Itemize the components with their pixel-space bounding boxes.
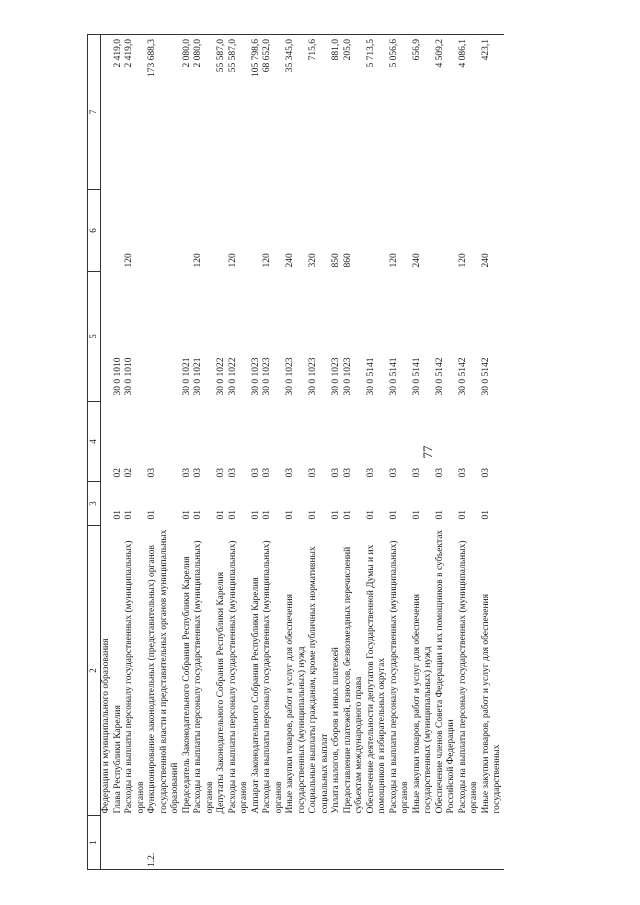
row-target-article: 30 0 1022: [216, 357, 226, 396]
row-expense-type: 850: [331, 253, 341, 268]
row-target-article: 30 0 1022: [227, 357, 238, 396]
row-number: [308, 816, 331, 870]
row-name: Уплата налогов, сборов и иных платежей: [331, 647, 341, 814]
row-subsection: 03: [434, 468, 445, 478]
header-col-6: 6: [88, 190, 101, 272]
row-expense-type: 240: [480, 253, 491, 268]
header-row: [88, 35, 101, 870]
row-amount: 2 419,0: [124, 35, 147, 190]
table-row: [389, 35, 412, 870]
row-expense-type: 860: [342, 253, 353, 268]
row-amount: 881,0: [331, 35, 343, 190]
row-subsection: 03: [331, 468, 341, 478]
row-number: [435, 816, 458, 870]
table-row: [412, 35, 435, 870]
table-row: [147, 35, 182, 870]
row-name: Глава Республики Карелия: [112, 705, 123, 814]
row-subsection: 03: [285, 468, 295, 478]
row-subsection: 03: [262, 468, 272, 478]
table-row: [458, 35, 481, 870]
row-expense-type: 120: [388, 253, 399, 268]
row-target-article: 30 0 1023: [285, 357, 295, 396]
row-amount: 423,1: [481, 35, 504, 190]
header-col-7: 7: [88, 35, 101, 190]
row-target-article: 30 0 1023: [308, 357, 318, 396]
row-number: 1.2.: [147, 816, 182, 870]
row-name: Расходы на выплаты персоналу государственных (муниципальных) органов: [124, 540, 146, 814]
row-name: Депутаты Законодательного Собрания Республики Карелия: [216, 572, 226, 814]
row-number: [113, 816, 125, 870]
row-section: [101, 482, 113, 526]
row-name: Предоставление платежей, взносов, безвозмездных перечислений субъектам международного права: [342, 546, 364, 814]
row-section: 01: [480, 510, 491, 520]
row-amount: 2 080,0: [182, 35, 194, 190]
row-amount: 55 587,0: [228, 35, 251, 190]
row-target-article: 30 0 1010: [112, 357, 123, 396]
row-name: Расходы на выплаты персоналу государственных (муниципальных) органов: [227, 540, 249, 814]
budget-table: [87, 34, 504, 870]
row-name: Функционирование законодательных (представительных) органов государственной власти и представительных органов муниципальных образований: [147, 529, 180, 814]
row-expense-type: [182, 190, 194, 272]
row-amount: [101, 35, 113, 190]
row-amount: 2 419,0: [113, 35, 125, 190]
header-col-3: 3: [88, 482, 101, 526]
table-row: [124, 35, 147, 870]
row-amount: 2 080,0: [193, 35, 216, 190]
row-amount: 715,6: [308, 35, 331, 190]
row-section: 01: [112, 510, 123, 520]
table-row: [251, 35, 263, 870]
row-section: 01: [250, 510, 261, 520]
row-subsection: 03: [193, 468, 203, 478]
row-section: 01: [216, 510, 226, 520]
table-row: [366, 35, 389, 870]
row-subsection: 03: [411, 468, 422, 478]
row-section: 01: [227, 510, 238, 520]
row-number: [366, 816, 389, 870]
row-subsection: [101, 402, 113, 482]
row-section: 01: [434, 510, 445, 520]
row-subsection: 03: [457, 468, 468, 478]
row-expense-type: [101, 190, 113, 272]
row-target-article: 30 0 1010: [124, 357, 134, 396]
row-number: [124, 816, 147, 870]
row-expense-type: [147, 190, 182, 272]
row-number: [343, 816, 366, 870]
row-section: 01: [193, 510, 203, 520]
row-number: [285, 816, 308, 870]
row-target-article: 30 0 5141: [411, 357, 422, 396]
row-subsection: 03: [227, 468, 238, 478]
row-name: Расходы на выплаты персоналу государственных (муниципальных) органов: [388, 540, 410, 814]
table-row: [182, 35, 194, 870]
row-number: [412, 816, 435, 870]
row-target-article: 30 0 5142: [434, 357, 445, 396]
table-row: [101, 35, 113, 870]
header-col-2: 2: [88, 526, 101, 816]
row-name: Обеспечение деятельности депутатов Государственной Думы и их помощников в избирательных округах: [365, 544, 387, 814]
table-row: [113, 35, 125, 870]
row-number: [481, 816, 504, 870]
row-number: [182, 816, 194, 870]
row-expense-type: [251, 190, 263, 272]
row-subsection: 03: [147, 468, 157, 478]
row-subsection: 03: [388, 468, 399, 478]
row-expense-type: 240: [285, 253, 295, 268]
row-section: 01: [411, 510, 422, 520]
row-target-article: 30 0 5142: [457, 357, 468, 396]
row-target-article: 30 0 1023: [250, 357, 261, 396]
row-number: [331, 816, 343, 870]
row-expense-type: [113, 190, 125, 272]
row-number: [216, 816, 228, 870]
row-number: [101, 816, 113, 870]
row-amount: 173 688,3: [147, 35, 182, 190]
row-name: Обеспечение членов Совета Федерации и их помощников в субъектах Российской Федерации: [434, 529, 456, 814]
row-target-article: [147, 272, 182, 402]
row-expense-type: [366, 190, 389, 272]
row-target-article: [101, 272, 113, 402]
row-name: Аппарат Законодательного Собрания Республики Карелия: [250, 577, 261, 814]
row-expense-type: 120: [124, 253, 134, 268]
row-name: Иные закупки товаров, работ и услуг для обеспечения государственных: [480, 593, 502, 814]
row-subsection: 03: [181, 468, 192, 478]
row-name: Председатель Законодательного Собрания Республики Карелия: [181, 556, 192, 814]
row-expense-type: 120: [193, 253, 203, 268]
table-row: [193, 35, 216, 870]
row-number: [389, 816, 412, 870]
table-body: [101, 35, 504, 870]
row-section: 01: [331, 510, 341, 520]
row-subsection: 03: [250, 468, 261, 478]
row-target-article: 30 0 1023: [331, 357, 341, 396]
header-col-5: 5: [88, 272, 101, 402]
row-number: [193, 816, 216, 870]
row-subsection: 03: [365, 468, 376, 478]
row-section: 01: [457, 510, 468, 520]
row-expense-type: 240: [411, 253, 422, 268]
table-row: [285, 35, 308, 870]
row-target-article: 30 0 1023: [262, 357, 272, 396]
row-amount: 4 509,2: [435, 35, 458, 190]
row-amount: 55 587,0: [216, 35, 228, 190]
table-row: [308, 35, 331, 870]
row-target-article: 30 0 1023: [342, 357, 353, 396]
row-subsection: 02: [112, 468, 123, 478]
row-number: [251, 816, 263, 870]
header-col-4: 4: [88, 402, 101, 482]
row-amount: 35 345,0: [285, 35, 308, 190]
row-name: Иные закупки товаров, работ и услуг для обеспечения государственных (муниципальных) нужд: [285, 593, 307, 814]
table-row: [262, 35, 285, 870]
table-row: [228, 35, 251, 870]
row-section: 01: [342, 510, 353, 520]
table-row: [216, 35, 228, 870]
row-section: 01: [285, 510, 295, 520]
row-section: 01: [388, 510, 399, 520]
row-subsection: 03: [216, 468, 226, 478]
row-expense-type: 120: [227, 253, 238, 268]
row-section: 01: [262, 510, 272, 520]
row-expense-type: 120: [262, 253, 272, 268]
row-expense-type: 120: [457, 253, 468, 268]
row-amount: 205,0: [343, 35, 366, 190]
row-name: Расходы на выплаты персоналу государственных (муниципальных) органов: [457, 540, 479, 814]
row-amount: 656,9: [412, 35, 435, 190]
row-expense-type: 320: [308, 253, 318, 268]
row-section: 01: [365, 510, 376, 520]
row-section: 01: [147, 510, 157, 520]
table-row: [343, 35, 366, 870]
row-number: [458, 816, 481, 870]
row-subsection: 03: [480, 468, 491, 478]
row-name: Иные закупки товаров, работ и услуг для обеспечения государственных (муниципальных) нужд: [411, 593, 433, 814]
header-col-1: 1: [88, 816, 101, 870]
page-number: 77: [420, 445, 435, 459]
row-amount: 5 713,5: [366, 35, 389, 190]
row-name: Расходы на выплаты персоналу государственных (муниципальных) органов: [193, 540, 215, 814]
row-name: Социальные выплаты гражданам, кроме публичных нормативных социальных выплат: [308, 546, 330, 814]
row-target-article: 30 0 1021: [181, 357, 192, 396]
row-amount: 4 086,1: [458, 35, 481, 190]
row-target-article: 30 0 5141: [365, 357, 376, 396]
budget-sheet: [87, 35, 607, 870]
row-number: [262, 816, 285, 870]
row-expense-type: [216, 190, 228, 272]
row-target-article: 30 0 1021: [193, 357, 203, 396]
row-section: 01: [308, 510, 318, 520]
row-expense-type: [435, 190, 458, 272]
table-row: [435, 35, 458, 870]
row-number: [228, 816, 251, 870]
table-row: [481, 35, 504, 870]
row-name: Федерации и муниципального образования: [101, 638, 111, 814]
row-section: 01: [181, 510, 192, 520]
row-amount: 68 652,0: [262, 35, 285, 190]
row-amount: 105 798,6: [251, 35, 263, 190]
row-subsection: 03: [342, 468, 353, 478]
row-target-article: 30 0 5142: [480, 357, 491, 396]
row-amount: 5 056,6: [389, 35, 412, 190]
row-section: 01: [124, 510, 134, 520]
row-subsection: 03: [308, 468, 318, 478]
row-name: Расходы на выплаты персоналу государственных (муниципальных) органов: [262, 540, 284, 814]
table-row: [331, 35, 343, 870]
row-subsection: 02: [124, 468, 134, 478]
row-target-article: 30 0 5141: [388, 357, 399, 396]
